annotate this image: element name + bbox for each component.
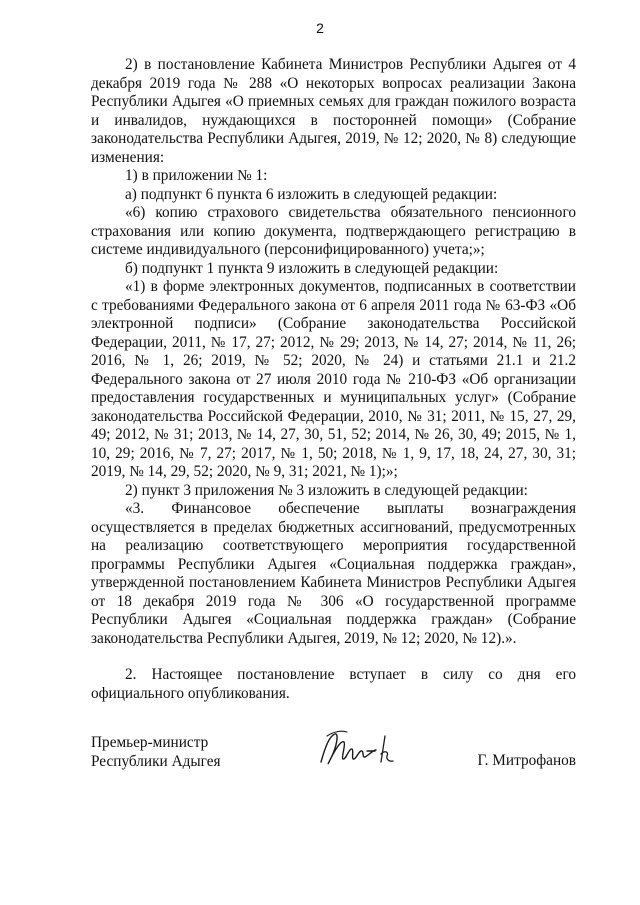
paragraph-annex-1: 1) в приложении № 1:	[125, 167, 268, 184]
signature-block	[91, 734, 576, 774]
signer-title	[91, 734, 221, 771]
signer-name: Г. Митрофанов	[477, 752, 576, 769]
handwritten-signature	[313, 728, 403, 772]
paragraph-entry-into-force: 2. Настоящее постановление вступает в силу со дня его официального опубликования.	[91, 666, 576, 702]
signer-title-line-2: Республики Адыгея	[91, 752, 221, 770]
paragraph-item-3-text: «3. Финансовое обеспечение выплаты вознаграждения осуществляется в пределах бюджетных ассигнований, предусмотренных на реализацию соответствующего мероприятия государственной программы Республики Адыгея «Социальная поддержка граждан», утвержденной постановлением Кабинета Министров Республики Адыгея от 18 декабря 2019 года № 306 «О государственной программе Республики Адыгея «Социальная поддержка граждан» (Собрание законодательства Республики Адыгея, 2019, № 12; 2020, № 12).».	[91, 500, 576, 647]
signer-title-line-1: Премьер-министр	[91, 734, 209, 751]
document-body	[91, 56, 576, 703]
paragraph-subitem-6-text: «6) копию страхового свидетельства обязательного пенсионного страхования или копию документа, подтверждающего регистрацию в системе индивидуального (персонифицированного) учета;»;	[91, 204, 576, 258]
paragraph-amendment-resolution-288: 2) в постановление Кабинета Министров Республики Адыгея от 4 декабря 2019 года № 288 «О некоторых вопросах реализации Закона Республики Адыгея «О приемных семьях для граждан пожилого возраста и инвалидов, нуждающихся в посторонней помощи» (Собрание законодательства Республики Адыгея, 2019, № 12; 2020, № 8) следующие изменения:	[91, 56, 576, 166]
page-number: 2	[316, 20, 324, 36]
paragraph-subitem-a: а) подпункт 6 пункта 6 изложить в следующей редакции:	[125, 185, 498, 203]
paragraph-annex-3: 2) пункт 3 приложения № 3 изложить в следующей редакции:	[125, 481, 528, 499]
paragraph-subitem-b: б) подпункт 1 пункта 9 изложить в следующей редакции:	[125, 259, 499, 277]
paragraph-subitem-1-text: «1) в форме электронных документов, подписанных в соответствии с требованиями Федерального закона от 6 апреля 2011 года № 63-ФЗ «Об электронной подписи» (Собрание законодательства Российской Федерации, 2011, № 17, 27; 2012, № 29; 2013, № 14, 27; 2014, № 11, 26; 2016, № 1, 26; 2019, № 52; 2020, № 24) и статьями 21.1 и 21.2 Федерального закона от 27 июля 2010 года № 210-ФЗ «Об организации предоставления государственных и муниципальных услуг» (Собрание законодательства Российской Федерации, 2010, № 31; 2011, № 15, 27, 29, 49; 2012, № 31; 2013, № 14, 27, 30, 51, 52; 2014, № 26, 30, 49; 2015, № 1, 10, 29; 2016, № 7, 27; 2017, № 1, 50; 2018, № 1, 9, 17, 18, 24, 27, 30, 31; 2019, № 14, 29, 52; 2020, № 9, 31; 2021, № 1);»;	[91, 278, 576, 480]
